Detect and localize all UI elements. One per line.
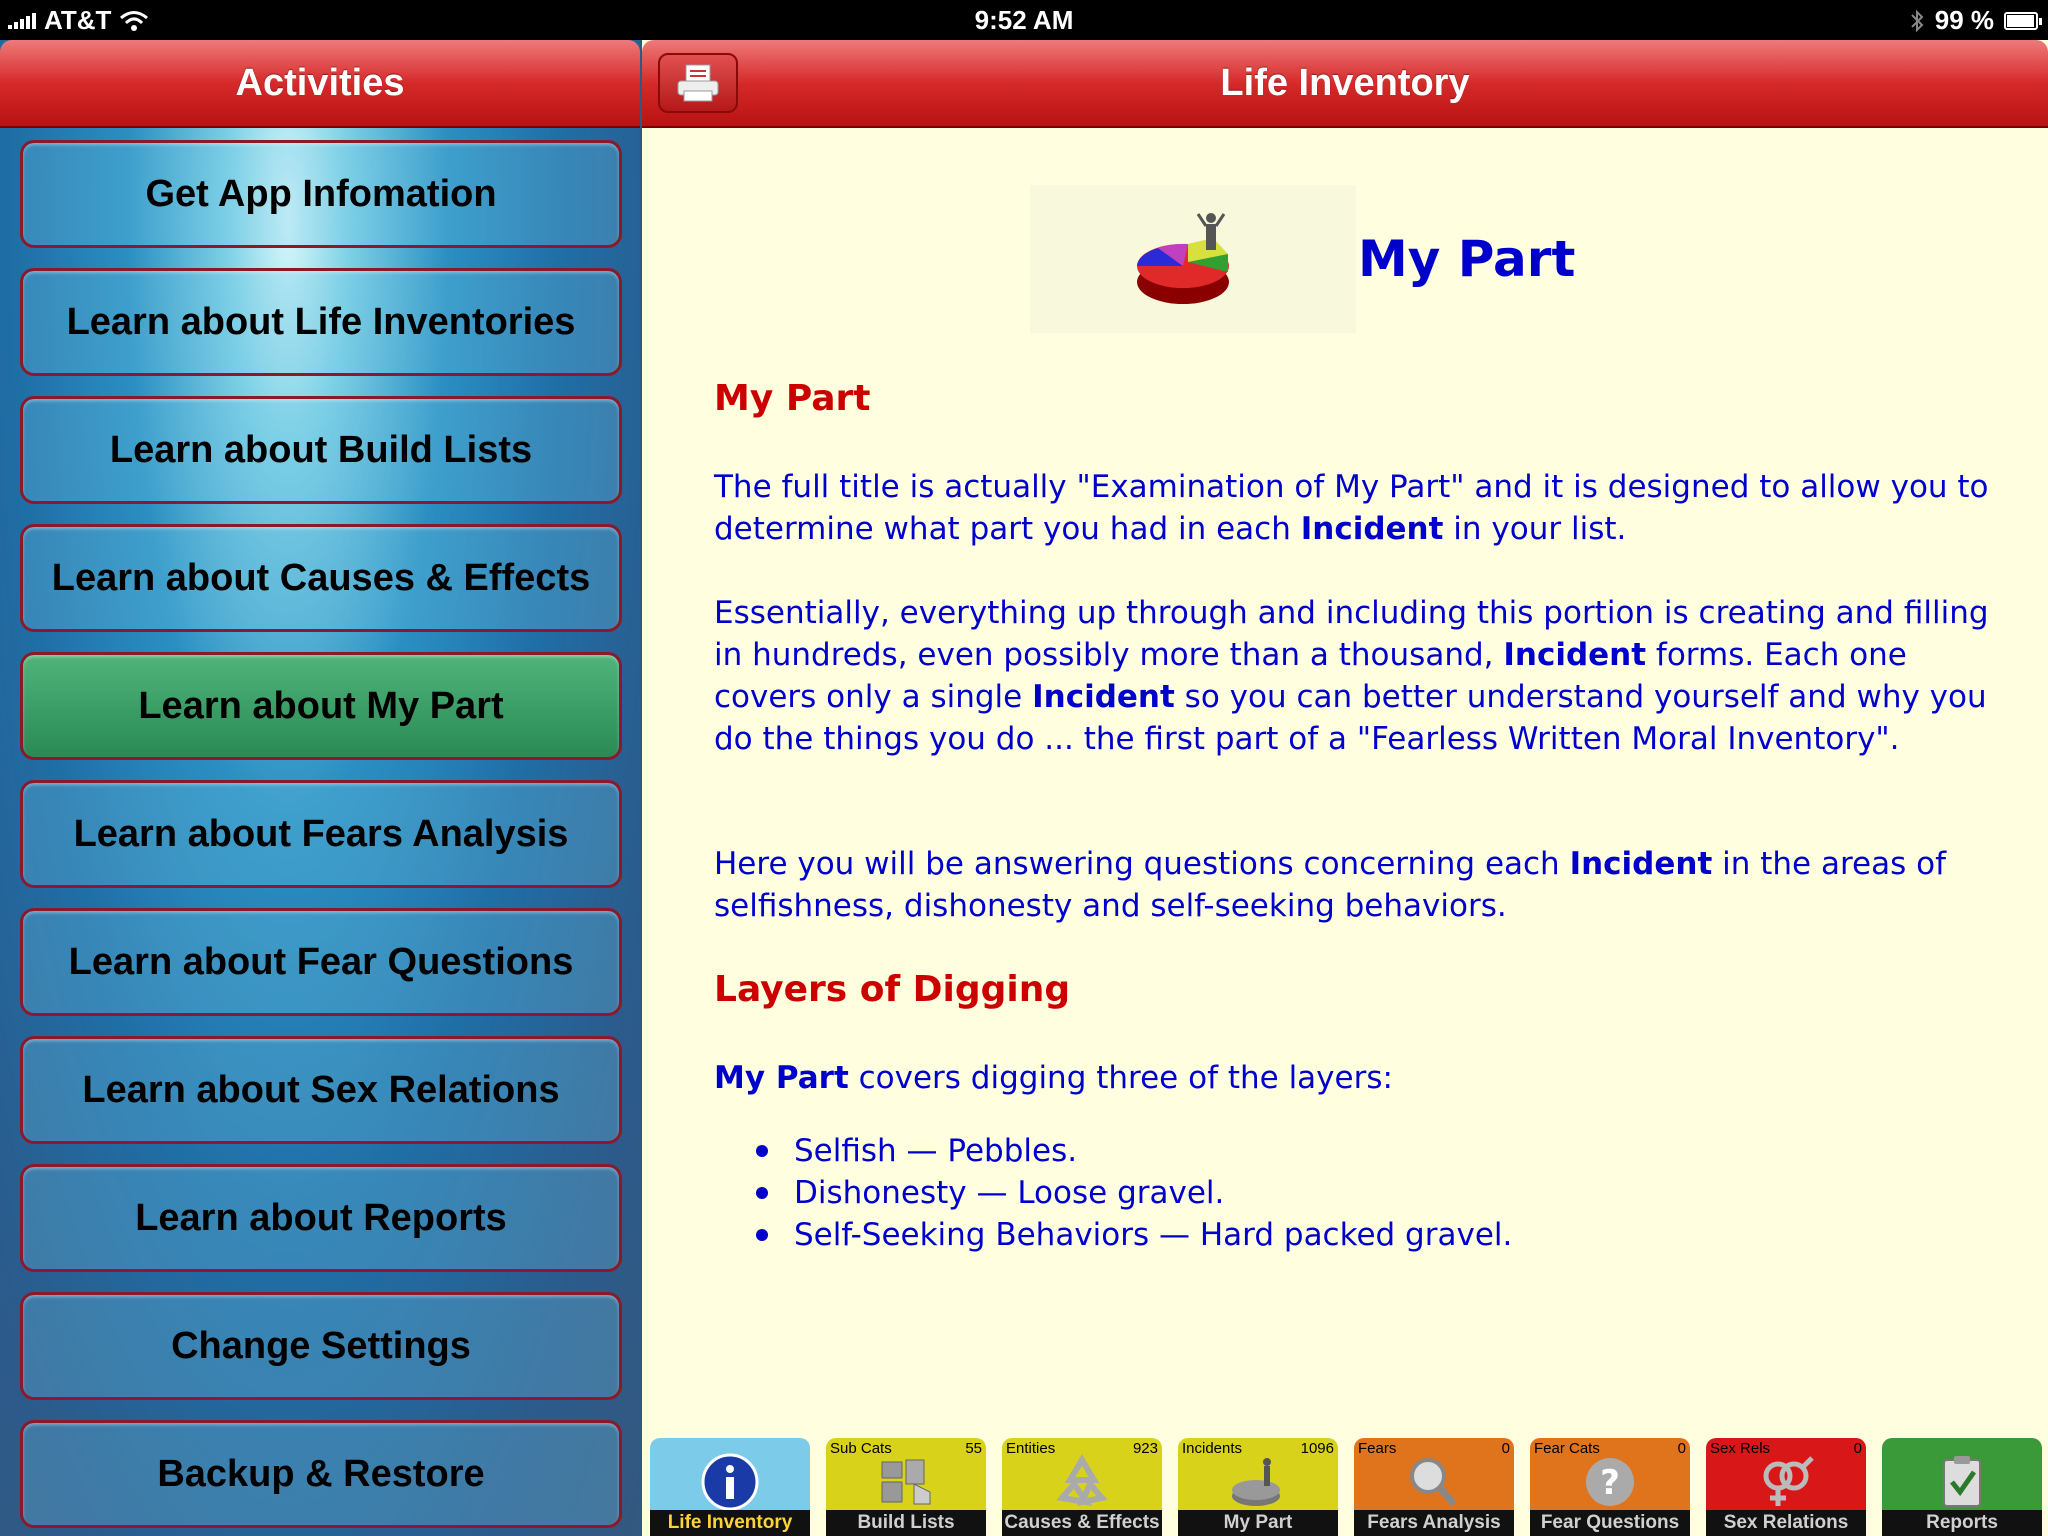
- section-heading-my-part: My Part: [714, 378, 871, 419]
- tab-sex-relations[interactable]: Sex Rels 0 Sex Relations: [1706, 1438, 1866, 1536]
- printer-icon: [675, 63, 721, 103]
- menu-learn-fears-analysis[interactable]: Learn about Fears Analysis: [20, 780, 622, 888]
- tab-reports[interactable]: Reports: [1882, 1438, 2042, 1536]
- hero-title: My Part: [1358, 230, 1576, 288]
- tab-my-part[interactable]: Incidents 1096 My Part: [1178, 1438, 1338, 1536]
- paragraph-4: My Part covers digging three of the layers:: [714, 1060, 1393, 1096]
- tab-causes-effects[interactable]: Entities 923 Causes & Effects: [1002, 1438, 1162, 1536]
- print-button[interactable]: [658, 53, 738, 113]
- menu-backup-restore[interactable]: Backup & Restore: [20, 1420, 622, 1528]
- carrier: AT&T: [44, 5, 112, 35]
- menu-learn-build-lists[interactable]: Learn about Build Lists: [20, 396, 622, 504]
- paragraph-2: Essentially, everything up through and including this portion is creating and filling in hundreds, even possibly more than a thousand, Incident forms. Each one covers only a single Incident so you can better understand yourself and why you do the things you do ... the first part of a "Fearless Written Moral Inventory".: [714, 595, 1989, 757]
- tab-fear-questions[interactable]: Fear Cats 0 ? Fear Questions: [1530, 1438, 1690, 1536]
- status-bar: [0, 0, 2048, 40]
- question-icon: [1578, 1452, 1642, 1512]
- main-header: [642, 40, 2048, 128]
- tab-fears-analysis[interactable]: Fears 0 Fears Analysis: [1354, 1438, 1514, 1536]
- activities-sidebar: [0, 40, 640, 1536]
- menu-change-settings[interactable]: Change Settings: [20, 1292, 622, 1400]
- recycle-icon: [1050, 1452, 1114, 1512]
- info-icon: [698, 1452, 762, 1512]
- menu-learn-fear-questions[interactable]: Learn about Fear Questions: [20, 908, 622, 1016]
- clipboard-icon: [1930, 1452, 1994, 1512]
- tab-bar: [642, 1438, 2048, 1536]
- magnifier-icon: [1402, 1452, 1466, 1512]
- list-item: Dishonesty — Loose gravel.: [752, 1172, 1512, 1214]
- svg-text:?: ?: [1600, 1463, 1620, 1503]
- clock: 9:52 AM: [974, 5, 1074, 35]
- pie-chart-person-icon: [1030, 185, 1356, 333]
- menu-learn-reports[interactable]: Learn about Reports: [20, 1164, 622, 1272]
- battery-percent: 99 %: [1934, 5, 1994, 35]
- paragraph-1: The full title is actually "Examination of My Part" and it is designed to allow you to determine what part you had in each Incident in your list.: [714, 469, 1989, 547]
- tab-build-lists[interactable]: Sub Cats 55 Build Lists: [826, 1438, 986, 1536]
- hero: [1030, 185, 1575, 333]
- menu-get-app-information[interactable]: Get App Infomation: [20, 140, 622, 248]
- menu-learn-my-part[interactable]: Learn about My Part: [20, 652, 622, 760]
- paragraph-3: Here you will be answering questions concerning each Incident in the areas of selfishness, dishonesty and self-seeking behaviors.: [714, 846, 1946, 924]
- section-heading-layers: Layers of Digging: [714, 969, 1071, 1010]
- main-title: Life Inventory: [1220, 61, 1470, 104]
- battery-icon: [2004, 12, 2038, 30]
- tab-life-inventory[interactable]: Life Inventory: [650, 1438, 810, 1536]
- build-lists-icon: [874, 1452, 938, 1512]
- my-part-icon: [1226, 1452, 1290, 1512]
- menu-learn-sex-relations[interactable]: Learn about Sex Relations: [20, 1036, 622, 1144]
- menu-learn-causes-effects[interactable]: Learn about Causes & Effects: [20, 524, 622, 632]
- sidebar-title: Activities: [0, 40, 640, 128]
- list-item: Selfish — Pebbles.: [752, 1130, 1512, 1172]
- gender-icon: [1754, 1452, 1818, 1512]
- layers-list: [752, 1130, 1512, 1256]
- bluetooth-icon: [1909, 8, 1925, 34]
- menu-learn-life-inventories[interactable]: Learn about Life Inventories: [20, 268, 622, 376]
- list-item: Self-Seeking Behaviors — Hard packed gravel.: [752, 1214, 1512, 1256]
